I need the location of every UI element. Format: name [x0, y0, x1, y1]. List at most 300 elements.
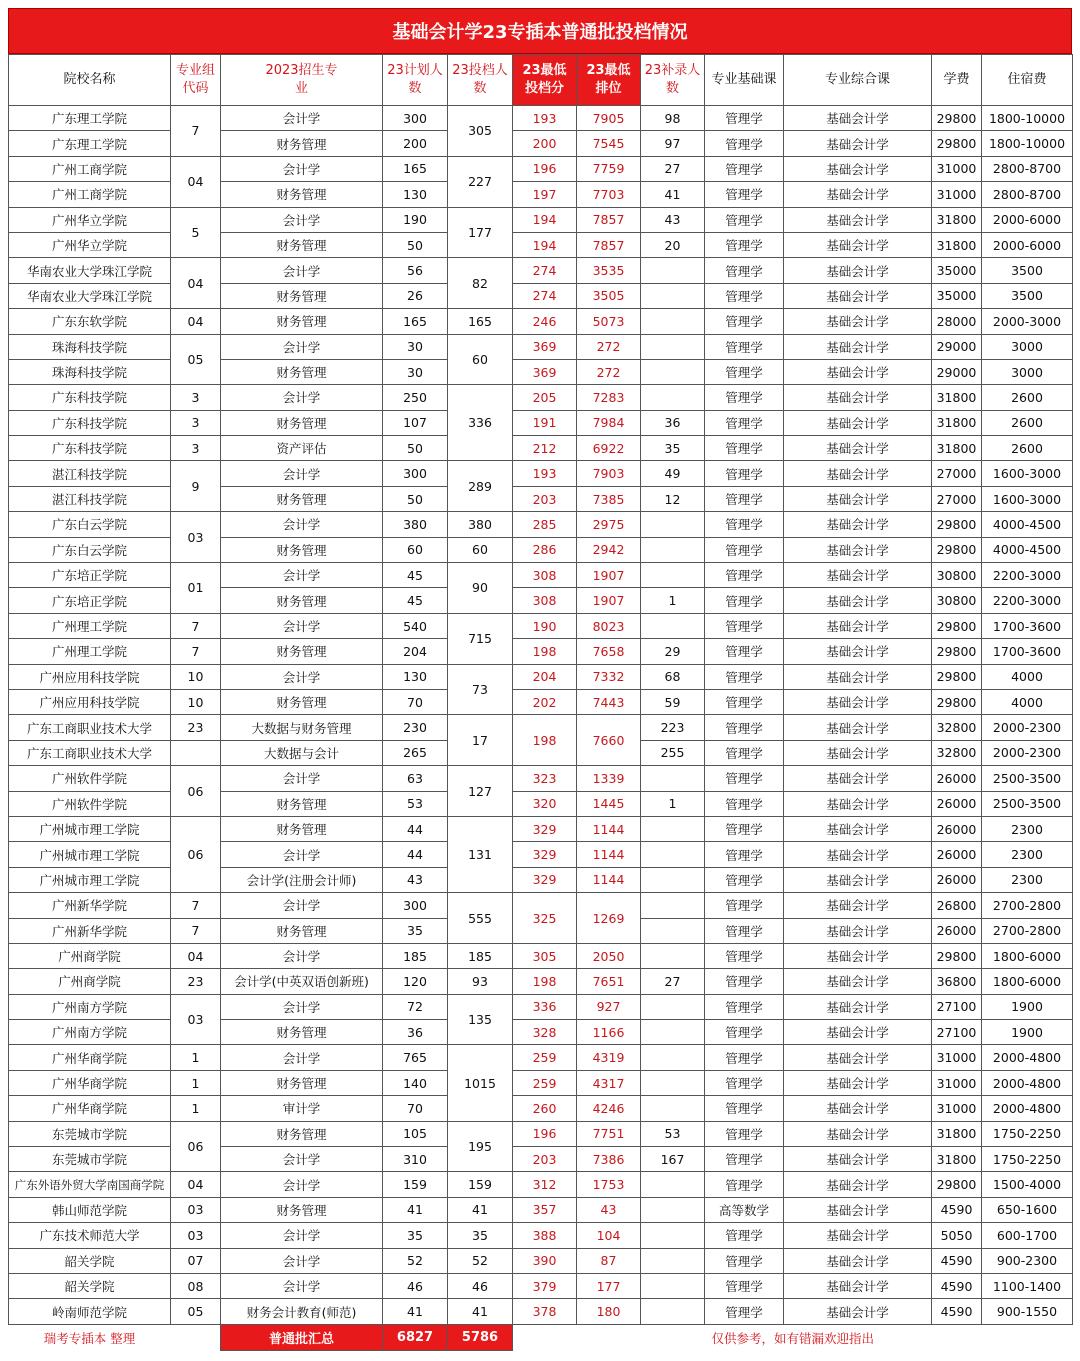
cell-rank: 272 — [577, 359, 641, 384]
cell-code: 06 — [171, 766, 221, 817]
footer-row — [9, 1324, 1073, 1350]
table-row — [9, 664, 1073, 689]
header-min-rank: 23最低排位 — [577, 55, 641, 106]
cell-supp — [641, 1223, 705, 1248]
cell-code: 05 — [171, 1299, 221, 1324]
cell-base: 管理学 — [705, 232, 784, 257]
cell-supp — [641, 1248, 705, 1273]
cell-major: 会计学 — [221, 766, 383, 791]
cell-plan: 200 — [383, 131, 448, 156]
cell-school: 珠海科技学院 — [9, 334, 171, 359]
cell-score: 259 — [513, 1045, 577, 1070]
cell-major: 财务管理 — [221, 918, 383, 943]
cell-rank: 4319 — [577, 1045, 641, 1070]
cell-filed: 227 — [448, 156, 513, 207]
cell-comp: 基础会计学 — [784, 1147, 932, 1172]
cell-rank: 4317 — [577, 1070, 641, 1095]
table-row — [9, 766, 1073, 791]
cell-base: 管理学 — [705, 563, 784, 588]
cell-school: 广州城市理工学院 — [9, 816, 171, 841]
cell-tuition: 35000 — [932, 258, 982, 283]
cell-dorm: 2300 — [982, 816, 1073, 841]
cell-dorm: 1700-3600 — [982, 613, 1073, 638]
cell-code: 08 — [171, 1273, 221, 1298]
cell-code: 1 — [171, 1070, 221, 1095]
cell-code: 23 — [171, 715, 221, 740]
cell-plan: 44 — [383, 816, 448, 841]
cell-filed: 41 — [448, 1197, 513, 1222]
cell-rank: 1144 — [577, 842, 641, 867]
table-row — [9, 893, 1073, 918]
cell-score: 190 — [513, 613, 577, 638]
cell-tuition: 30800 — [932, 563, 982, 588]
cell-supp — [641, 842, 705, 867]
table-row — [9, 1299, 1073, 1324]
cell-comp: 基础会计学 — [784, 867, 932, 892]
cell-school: 广东理工学院 — [9, 106, 171, 131]
cell-major: 会计学 — [221, 156, 383, 181]
cell-tuition: 29800 — [932, 639, 982, 664]
cell-major: 会计学 — [221, 943, 383, 968]
cell-base: 管理学 — [705, 207, 784, 232]
cell-tuition: 4590 — [932, 1197, 982, 1222]
cell-base: 管理学 — [705, 537, 784, 562]
cell-comp: 基础会计学 — [784, 689, 932, 714]
cell-plan: 265 — [383, 740, 448, 765]
cell-supp: 36 — [641, 410, 705, 435]
cell-filed: 60 — [448, 537, 513, 562]
cell-rank: 7857 — [577, 232, 641, 257]
cell-filed: 73 — [448, 664, 513, 715]
cell-dorm: 2800-8700 — [982, 182, 1073, 207]
cell-dorm: 1800-10000 — [982, 106, 1073, 131]
cell-rank: 7443 — [577, 689, 641, 714]
table-row — [9, 207, 1073, 232]
cell-school: 广东理工学院 — [9, 131, 171, 156]
cell-filed: 555 — [448, 893, 513, 944]
cell-plan: 50 — [383, 436, 448, 461]
cell-school: 广东培正学院 — [9, 563, 171, 588]
cell-dorm: 1700-3600 — [982, 639, 1073, 664]
cell-score: 200 — [513, 131, 577, 156]
cell-rank: 3535 — [577, 258, 641, 283]
cell-plan: 50 — [383, 486, 448, 511]
cell-dorm: 2000-4800 — [982, 1096, 1073, 1121]
cell-rank: 7905 — [577, 106, 641, 131]
cell-comp: 基础会计学 — [784, 1248, 932, 1273]
table-row — [9, 969, 1073, 994]
header-plan: 23计划人数 — [383, 55, 448, 106]
cell-filed: 52 — [448, 1248, 513, 1273]
cell-base: 管理学 — [705, 1248, 784, 1273]
cell-tuition: 31000 — [932, 1045, 982, 1070]
cell-supp — [641, 385, 705, 410]
cell-code: 7 — [171, 613, 221, 638]
cell-plan: 300 — [383, 106, 448, 131]
cell-major: 财务管理 — [221, 639, 383, 664]
cell-supp — [641, 816, 705, 841]
cell-plan: 35 — [383, 918, 448, 943]
cell-tuition: 29800 — [932, 537, 982, 562]
cell-major: 会计学 — [221, 334, 383, 359]
cell-plan: 50 — [383, 232, 448, 257]
cell-base: 管理学 — [705, 1096, 784, 1121]
cell-major: 会计学(中英双语创新班) — [221, 969, 383, 994]
table-row — [9, 816, 1073, 841]
cell-school: 广州华商学院 — [9, 1045, 171, 1070]
cell-comp: 基础会计学 — [784, 359, 932, 384]
cell-comp: 基础会计学 — [784, 156, 932, 181]
table-row — [9, 385, 1073, 410]
cell-plan: 63 — [383, 766, 448, 791]
cell-dorm: 1600-3000 — [982, 461, 1073, 486]
cell-score: 285 — [513, 512, 577, 537]
cell-school: 广东工商职业技术大学 — [9, 740, 171, 765]
cell-comp: 基础会计学 — [784, 182, 932, 207]
cell-school: 广州南方学院 — [9, 1020, 171, 1045]
cell-supp — [641, 1096, 705, 1121]
cell-comp: 基础会计学 — [784, 258, 932, 283]
cell-plan: 204 — [383, 639, 448, 664]
cell-tuition: 31800 — [932, 232, 982, 257]
cell-plan: 52 — [383, 1248, 448, 1273]
cell-supp: 223 — [641, 715, 705, 740]
table-row — [9, 410, 1073, 435]
cell-school: 韶关学院 — [9, 1273, 171, 1298]
cell-score: 194 — [513, 207, 577, 232]
cell-major: 会计学 — [221, 1045, 383, 1070]
header-major: 2023招生专业 — [221, 55, 383, 106]
cell-supp — [641, 334, 705, 359]
cell-base: 管理学 — [705, 689, 784, 714]
cell-major: 财务管理 — [221, 131, 383, 156]
cell-plan: 46 — [383, 1273, 448, 1298]
cell-plan: 45 — [383, 563, 448, 588]
cell-plan: 540 — [383, 613, 448, 638]
table-row — [9, 334, 1073, 359]
cell-score: 196 — [513, 1121, 577, 1146]
cell-dorm: 2000-3000 — [982, 309, 1073, 334]
cell-score: 286 — [513, 537, 577, 562]
cell-base: 管理学 — [705, 816, 784, 841]
cell-comp: 基础会计学 — [784, 1045, 932, 1070]
cell-comp: 基础会计学 — [784, 106, 932, 131]
cell-code: 06 — [171, 816, 221, 892]
cell-comp: 基础会计学 — [784, 385, 932, 410]
cell-major: 资产评估 — [221, 436, 383, 461]
cell-comp: 基础会计学 — [784, 537, 932, 562]
cell-tuition: 31000 — [932, 156, 982, 181]
cell-major: 财务管理 — [221, 816, 383, 841]
cell-rank: 6922 — [577, 436, 641, 461]
cell-plan: 30 — [383, 359, 448, 384]
cell-rank: 2975 — [577, 512, 641, 537]
cell-school: 广东科技学院 — [9, 410, 171, 435]
cell-comp: 基础会计学 — [784, 486, 932, 511]
cell-school: 广东白云学院 — [9, 512, 171, 537]
cell-rank: 104 — [577, 1223, 641, 1248]
cell-dorm: 1750-2250 — [982, 1121, 1073, 1146]
cell-major: 财务管理 — [221, 309, 383, 334]
cell-school: 东莞城市学院 — [9, 1121, 171, 1146]
cell-dorm: 1800-6000 — [982, 943, 1073, 968]
header-base-course: 专业基础课 — [705, 55, 784, 106]
header-row — [9, 55, 1073, 106]
cell-supp — [641, 1045, 705, 1070]
cell-dorm: 1100-1400 — [982, 1273, 1073, 1298]
cell-tuition: 29800 — [932, 613, 982, 638]
table-row — [9, 486, 1073, 511]
cell-filed: 90 — [448, 563, 513, 614]
cell-tuition: 26000 — [932, 791, 982, 816]
table-title: 基础会计学23专插本普通批投档情况 — [8, 8, 1072, 54]
cell-supp: 53 — [641, 1121, 705, 1146]
cell-school: 广东白云学院 — [9, 537, 171, 562]
cell-dorm: 2000-2300 — [982, 740, 1073, 765]
cell-dorm: 4000-4500 — [982, 537, 1073, 562]
cell-base: 管理学 — [705, 131, 784, 156]
cell-school: 广州华立学院 — [9, 207, 171, 232]
cell-supp — [641, 512, 705, 537]
cell-tuition: 31000 — [932, 182, 982, 207]
cell-supp — [641, 563, 705, 588]
header-school: 院校名称 — [9, 55, 171, 106]
cell-major: 会计学 — [221, 842, 383, 867]
header-min-score: 23最低投档分 — [513, 55, 577, 106]
cell-supp — [641, 258, 705, 283]
cell-score: 202 — [513, 689, 577, 714]
cell-dorm: 2500-3500 — [982, 766, 1073, 791]
cell-plan: 159 — [383, 1172, 448, 1197]
cell-supp — [641, 943, 705, 968]
cell-school: 岭南师范学院 — [9, 1299, 171, 1324]
cell-score: 196 — [513, 156, 577, 181]
cell-rank: 7751 — [577, 1121, 641, 1146]
cell-major: 会计学 — [221, 1147, 383, 1172]
cell-plan: 140 — [383, 1070, 448, 1095]
cell-base: 管理学 — [705, 791, 784, 816]
cell-school: 广州华立学院 — [9, 232, 171, 257]
cell-comp: 基础会计学 — [784, 664, 932, 689]
page — [8, 8, 1072, 1351]
cell-filed: 93 — [448, 969, 513, 994]
cell-score: 308 — [513, 563, 577, 588]
cell-filed: 165 — [448, 309, 513, 334]
cell-plan: 70 — [383, 1096, 448, 1121]
cell-rank: 272 — [577, 334, 641, 359]
cell-base: 管理学 — [705, 918, 784, 943]
cell-comp: 基础会计学 — [784, 1223, 932, 1248]
cell-tuition: 26000 — [932, 842, 982, 867]
cell-comp: 基础会计学 — [784, 969, 932, 994]
cell-comp: 基础会计学 — [784, 943, 932, 968]
cell-rank: 7658 — [577, 639, 641, 664]
cell-code: 05 — [171, 334, 221, 385]
cell-comp: 基础会计学 — [784, 715, 932, 740]
cell-major: 会计学 — [221, 207, 383, 232]
cell-dorm: 2800-8700 — [982, 156, 1073, 181]
cell-major: 财务管理 — [221, 588, 383, 613]
cell-rank: 43 — [577, 1197, 641, 1222]
cell-supp: 12 — [641, 486, 705, 511]
cell-rank: 1445 — [577, 791, 641, 816]
cell-filed: 46 — [448, 1273, 513, 1298]
cell-supp: 255 — [641, 740, 705, 765]
cell-dorm: 3500 — [982, 258, 1073, 283]
cell-base: 管理学 — [705, 740, 784, 765]
cell-rank: 7386 — [577, 1147, 641, 1172]
footer-total-plan: 6827 — [383, 1324, 448, 1350]
cell-dorm: 1600-3000 — [982, 486, 1073, 511]
cell-school: 广东东软学院 — [9, 309, 171, 334]
cell-score: 259 — [513, 1070, 577, 1095]
cell-school: 广州商学院 — [9, 969, 171, 994]
cell-tuition: 29800 — [932, 512, 982, 537]
cell-tuition: 29800 — [932, 664, 982, 689]
table-row — [9, 613, 1073, 638]
cell-score: 308 — [513, 588, 577, 613]
cell-comp: 基础会计学 — [784, 588, 932, 613]
cell-code: 03 — [171, 1223, 221, 1248]
cell-base: 管理学 — [705, 867, 784, 892]
cell-base: 管理学 — [705, 283, 784, 308]
cell-major: 会计学 — [221, 512, 383, 537]
cell-score: 204 — [513, 664, 577, 689]
cell-supp: 98 — [641, 106, 705, 131]
cell-filed: 305 — [448, 106, 513, 157]
cell-school: 广州理工学院 — [9, 613, 171, 638]
cell-tuition: 28000 — [932, 309, 982, 334]
cell-comp: 基础会计学 — [784, 639, 932, 664]
cell-school: 广东工商职业技术大学 — [9, 715, 171, 740]
cell-school: 广州软件学院 — [9, 791, 171, 816]
cell-tuition: 5050 — [932, 1223, 982, 1248]
cell-comp: 基础会计学 — [784, 893, 932, 918]
cell-tuition: 29800 — [932, 689, 982, 714]
cell-filed: 60 — [448, 334, 513, 385]
cell-school: 广州软件学院 — [9, 766, 171, 791]
cell-code: 10 — [171, 689, 221, 714]
cell-base: 管理学 — [705, 842, 784, 867]
cell-comp: 基础会计学 — [784, 410, 932, 435]
cell-score: 390 — [513, 1248, 577, 1273]
cell-rank: 4246 — [577, 1096, 641, 1121]
cell-school: 广州新华学院 — [9, 918, 171, 943]
cell-supp — [641, 893, 705, 918]
cell-code: 04 — [171, 943, 221, 968]
table-row — [9, 436, 1073, 461]
cell-tuition: 29000 — [932, 359, 982, 384]
cell-code: 07 — [171, 1248, 221, 1273]
cell-rank: 1269 — [577, 893, 641, 944]
cell-dorm: 1900 — [982, 1020, 1073, 1045]
cell-dorm: 3000 — [982, 334, 1073, 359]
cell-tuition: 26000 — [932, 816, 982, 841]
cell-major: 会计学 — [221, 1273, 383, 1298]
cell-tuition: 4590 — [932, 1299, 982, 1324]
cell-comp: 基础会计学 — [784, 563, 932, 588]
cell-score: 378 — [513, 1299, 577, 1324]
cell-major: 会计学 — [221, 1248, 383, 1273]
cell-school: 广东培正学院 — [9, 588, 171, 613]
cell-school: 广州城市理工学院 — [9, 842, 171, 867]
cell-tuition: 31000 — [932, 1070, 982, 1095]
cell-comp: 基础会计学 — [784, 1070, 932, 1095]
cell-score: 198 — [513, 639, 577, 664]
header-supplement: 23补录人数 — [641, 55, 705, 106]
cell-code: 3 — [171, 410, 221, 435]
cell-code: 23 — [171, 969, 221, 994]
table-row — [9, 689, 1073, 714]
table-row — [9, 537, 1073, 562]
cell-school: 广东技术师范大学 — [9, 1223, 171, 1248]
cell-score: 197 — [513, 182, 577, 207]
cell-filed: 131 — [448, 816, 513, 892]
cell-supp: 167 — [641, 1147, 705, 1172]
cell-code: 3 — [171, 385, 221, 410]
cell-score: 388 — [513, 1223, 577, 1248]
cell-rank: 5073 — [577, 309, 641, 334]
cell-supp: 27 — [641, 156, 705, 181]
table-row — [9, 1020, 1073, 1045]
cell-school: 广州南方学院 — [9, 994, 171, 1019]
cell-school: 广州新华学院 — [9, 893, 171, 918]
cell-major: 财务管理 — [221, 1020, 383, 1045]
cell-dorm: 2000-6000 — [982, 207, 1073, 232]
cell-major: 会计学 — [221, 106, 383, 131]
cell-filed: 715 — [448, 613, 513, 664]
cell-code: 01 — [171, 563, 221, 614]
table-row — [9, 994, 1073, 1019]
cell-tuition: 36800 — [932, 969, 982, 994]
cell-plan: 41 — [383, 1197, 448, 1222]
cell-school: 广东科技学院 — [9, 385, 171, 410]
cell-score: 191 — [513, 410, 577, 435]
cell-comp: 基础会计学 — [784, 131, 932, 156]
cell-tuition: 27000 — [932, 461, 982, 486]
cell-score: 312 — [513, 1172, 577, 1197]
cell-base: 管理学 — [705, 664, 784, 689]
cell-school: 广州华商学院 — [9, 1096, 171, 1121]
cell-tuition: 31800 — [932, 1121, 982, 1146]
cell-major: 财务管理 — [221, 537, 383, 562]
table-row — [9, 791, 1073, 816]
cell-filed: 159 — [448, 1172, 513, 1197]
cell-supp: 59 — [641, 689, 705, 714]
cell-code: 04 — [171, 1172, 221, 1197]
cell-code: 03 — [171, 512, 221, 563]
cell-plan: 300 — [383, 461, 448, 486]
cell-base: 管理学 — [705, 106, 784, 131]
cell-school: 湛江科技学院 — [9, 461, 171, 486]
cell-school: 湛江科技学院 — [9, 486, 171, 511]
cell-score: 329 — [513, 816, 577, 841]
cell-supp: 43 — [641, 207, 705, 232]
cell-base: 管理学 — [705, 1020, 784, 1045]
cell-major: 财务管理 — [221, 791, 383, 816]
cell-score: 260 — [513, 1096, 577, 1121]
cell-rank: 2050 — [577, 943, 641, 968]
cell-major: 会计学 — [221, 385, 383, 410]
cell-base: 管理学 — [705, 359, 784, 384]
cell-code: 10 — [171, 664, 221, 689]
cell-rank: 1907 — [577, 563, 641, 588]
cell-supp — [641, 1299, 705, 1324]
cell-tuition: 29800 — [932, 1172, 982, 1197]
cell-tuition: 29800 — [932, 943, 982, 968]
cell-plan: 107 — [383, 410, 448, 435]
cell-supp — [641, 309, 705, 334]
